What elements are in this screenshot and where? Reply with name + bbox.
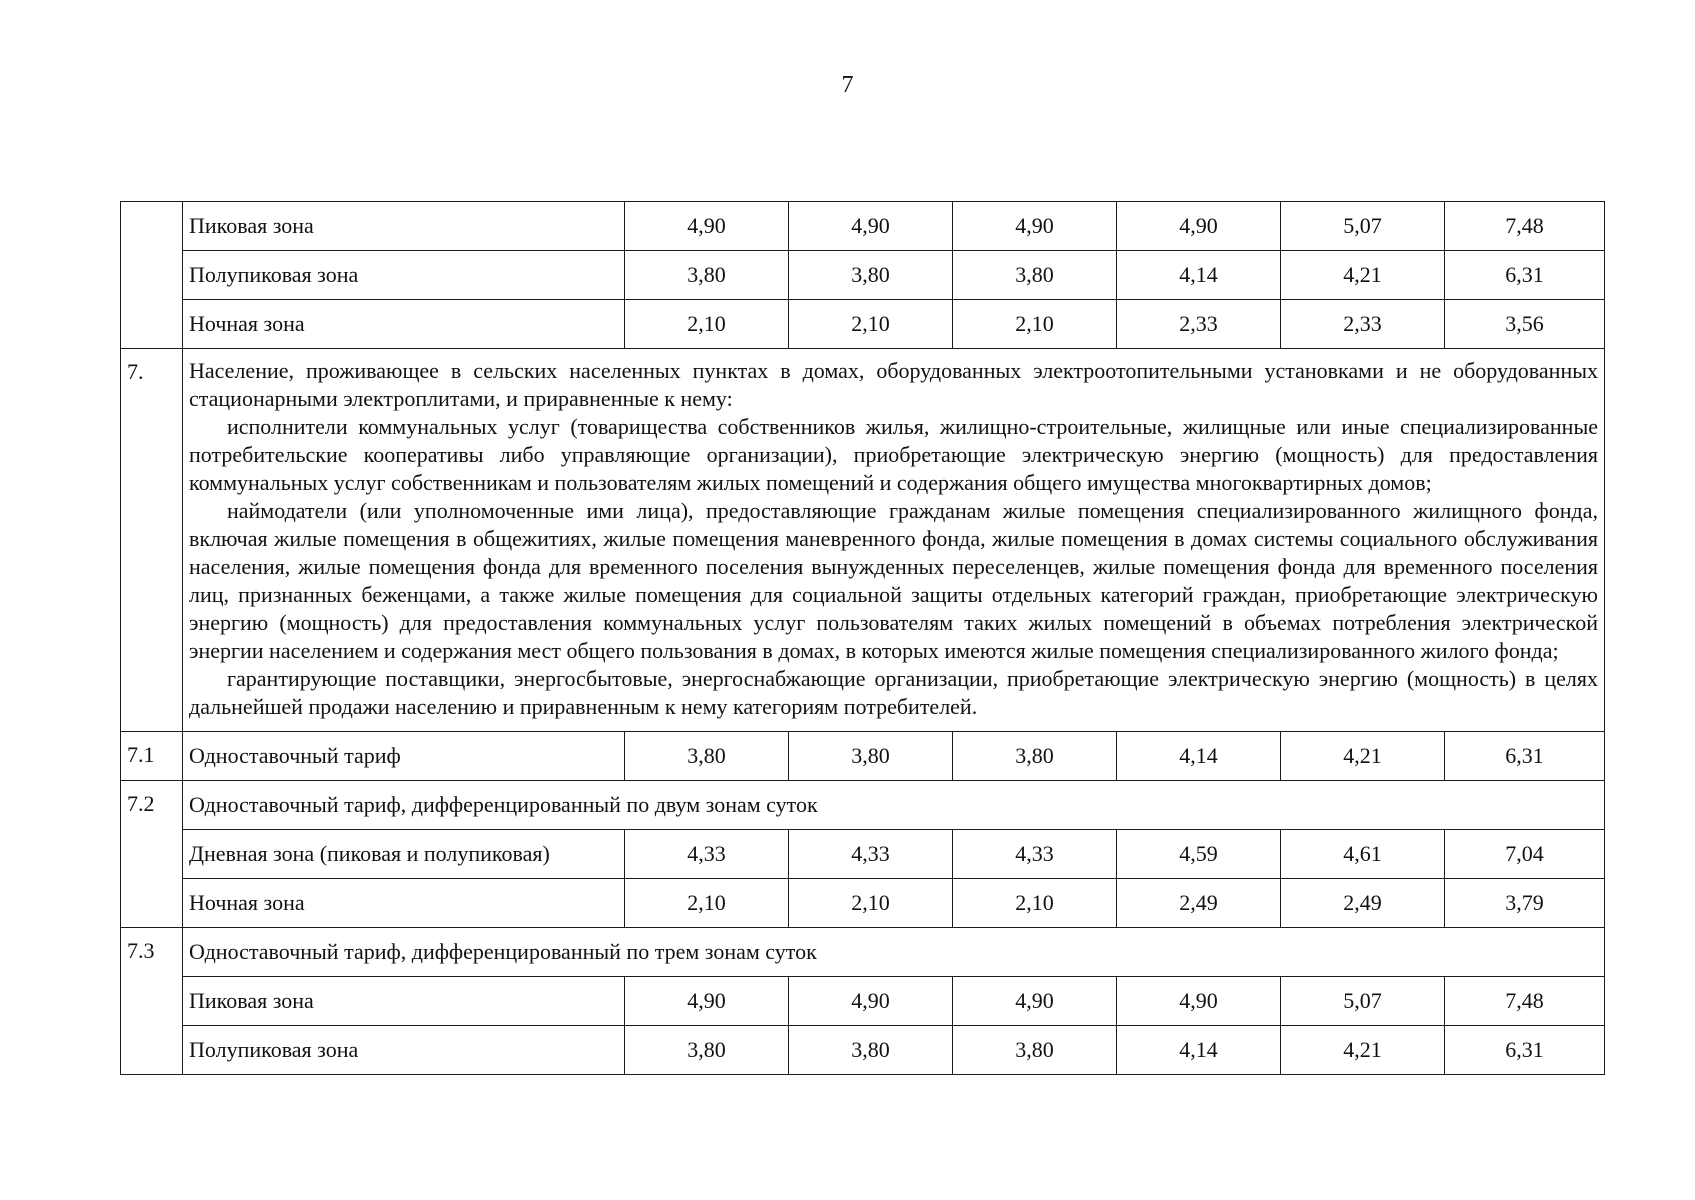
value-cell: 3,79	[1445, 879, 1605, 928]
value-cell: 2,49	[1281, 879, 1445, 928]
value-cell: 4,14	[1117, 251, 1281, 300]
value-cell: 3,80	[625, 1026, 789, 1075]
table-row	[121, 879, 1605, 928]
table-row	[121, 928, 1605, 977]
value-cell: 6,31	[1445, 1026, 1605, 1075]
row-label: Дневная зона (пиковая и полупиковая)	[183, 830, 625, 879]
value-cell: 7,48	[1445, 977, 1605, 1026]
value-cell: 2,33	[1281, 300, 1445, 349]
value-cell: 4,33	[789, 830, 953, 879]
table-row	[121, 732, 1605, 781]
row-title: Одноставочный тариф, дифференцированный по двум зонам суток	[183, 781, 1605, 830]
value-cell: 2,10	[953, 300, 1117, 349]
value-cell: 3,80	[953, 1026, 1117, 1075]
value-cell: 3,80	[625, 732, 789, 781]
value-cell: 2,33	[1117, 300, 1281, 349]
row-label: Ночная зона	[183, 879, 625, 928]
value-cell: 3,80	[953, 732, 1117, 781]
value-cell: 4,90	[1117, 977, 1281, 1026]
row-label: Полупиковая зона	[183, 1026, 625, 1075]
page-number: 7	[841, 72, 854, 98]
row-label: Полупиковая зона	[183, 251, 625, 300]
value-cell: 4,90	[953, 202, 1117, 251]
paragraph: гарантирующие поставщики, энергосбытовые, энергоснабжающие организации, приобретающие электрическую энергию (мощность) в целях дальнейшей продажи населению и приравненным к нему категориям потребителей.	[189, 666, 1598, 719]
row-number: 7.1	[121, 732, 183, 781]
value-cell: 2,10	[625, 879, 789, 928]
value-cell: 3,80	[625, 251, 789, 300]
value-cell: 4,33	[953, 830, 1117, 879]
table-row	[121, 977, 1605, 1026]
value-cell: 3,56	[1445, 300, 1605, 349]
row-label: Одноставочный тариф	[183, 732, 625, 781]
row-number: 7.3	[121, 928, 183, 1075]
value-cell: 3,80	[789, 732, 953, 781]
table-row	[121, 300, 1605, 349]
value-cell: 6,31	[1445, 251, 1605, 300]
value-cell: 3,80	[789, 1026, 953, 1075]
row-number: 7.	[121, 349, 183, 732]
row-number: 7.2	[121, 781, 183, 928]
table-row	[121, 830, 1605, 879]
row-label: Пиковая зона	[183, 977, 625, 1026]
value-cell: 4,90	[625, 202, 789, 251]
section-7-description	[183, 349, 1605, 732]
paragraph: наймодатели (или уполномоченные ими лица), предоставляющие гражданам жилые помещения специализированного жилищного фонда, включая жилые помещения в общежитиях, жилые помещения маневренного фонда, жилые помещения в домах системы социального обслуживания населения, жилые помещения фонда для временного поселения вынужденных переселенцев, жилые помещения фонда для временного поселения лиц, признанных беженцами, а также жилые помещения для социальной защиты отдельных категорий граждан, приобретающие электрическую энергию (мощность) для предоставления коммунальных услуг пользователям таких жилых помещений в объемах потребления электрической энергии населением и содержания мест общего пользования в домах, в которых имеются жилые помещения специализированного жилого фонда;	[189, 498, 1598, 663]
row-number-cell	[121, 202, 183, 349]
table-row	[121, 251, 1605, 300]
value-cell: 2,10	[789, 879, 953, 928]
table-row	[121, 202, 1605, 251]
value-cell: 2,49	[1117, 879, 1281, 928]
value-cell: 2,10	[789, 300, 953, 349]
value-cell: 4,21	[1281, 251, 1445, 300]
value-cell: 6,31	[1445, 732, 1605, 781]
value-cell: 7,48	[1445, 202, 1605, 251]
value-cell: 2,10	[953, 879, 1117, 928]
value-cell: 5,07	[1281, 977, 1445, 1026]
value-cell: 4,61	[1281, 830, 1445, 879]
value-cell: 3,80	[953, 251, 1117, 300]
value-cell: 4,21	[1281, 732, 1445, 781]
row-title: Одноставочный тариф, дифференцированный по трем зонам суток	[183, 928, 1605, 977]
row-label: Ночная зона	[183, 300, 625, 349]
value-cell: 7,04	[1445, 830, 1605, 879]
value-cell: 4,21	[1281, 1026, 1445, 1075]
tariff-table	[120, 201, 1605, 1075]
section-7-row	[121, 349, 1605, 732]
value-cell: 4,90	[1117, 202, 1281, 251]
table-row	[121, 781, 1605, 830]
paragraph: Население, проживающее в сельских населенных пунктах в домах, оборудованных электроотопительными установками и не оборудованных стационарными электроплитами, и приравненные к нему:	[189, 358, 1598, 411]
value-cell: 3,80	[789, 251, 953, 300]
value-cell: 4,59	[1117, 830, 1281, 879]
value-cell: 4,90	[789, 977, 953, 1026]
value-cell: 4,90	[625, 977, 789, 1026]
value-cell: 2,10	[625, 300, 789, 349]
value-cell: 4,14	[1117, 1026, 1281, 1075]
value-cell: 4,90	[953, 977, 1117, 1026]
value-cell: 4,14	[1117, 732, 1281, 781]
paragraph: исполнители коммунальных услуг (товарищества собственников жилья, жилищно-строительные, жилищные или иные специализированные потребительские кооперативы либо управляющие организации), приобретающие электрическую энергию (мощность) для предоставления коммунальных услуг собственникам и пользователям жилых помещений и содержания общего имущества многоквартирных домов;	[189, 414, 1598, 495]
value-cell: 4,33	[625, 830, 789, 879]
value-cell: 5,07	[1281, 202, 1445, 251]
row-label: Пиковая зона	[183, 202, 625, 251]
value-cell: 4,90	[789, 202, 953, 251]
table-row	[121, 1026, 1605, 1075]
